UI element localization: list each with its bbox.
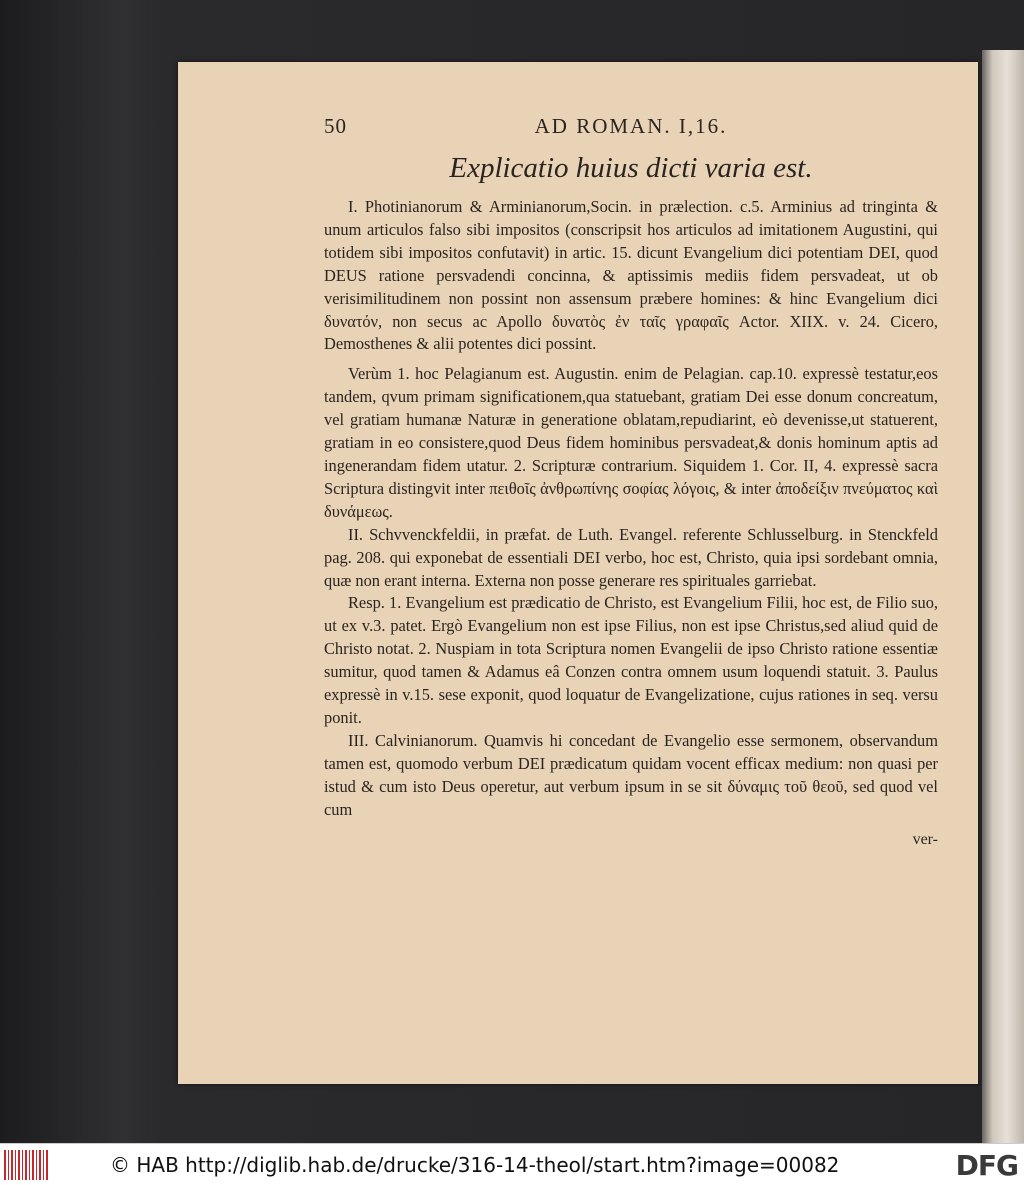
paragraph-1: I. Photinianorum & Arminianorum,Socin. in prælection. c.5. Arminius ad tringinta & unum articulos falso sibi impositos (conscripsit hos articulos ad imitationem Augustini, qui totidem sibi impositos confutavit) in artic. 15. dicunt Evangelium dici potentiam DEI, quod DEUS ratione persvadendi concinna, & aptissimis mediis fidem persvadeat, ut ob verisimilitudinem non possint non assensum præbere homines: & hinc Evangelium dici δυνατόν, non secus ac Apollo δυνατὸς ἐν ταῖς γραφαῖς Actor. XIIX. v. 24. Cicero, Demosthenes & alii potentes dici possint. — [324, 197, 938, 354]
paragraph-5: III. Calvinianorum. Quamvis hi concedant de Evangelio esse sermonem, observandum tamen est, quomodo verbum DEI prædicatum quidam vocent efficax medium: non quasi per istud & cum isto Deus operetur, aut verbum ipsum in se sit δύναμις τοῦ θεοῦ, sed quod vel cum — [324, 730, 938, 819]
page-content — [324, 114, 938, 849]
section-title: Explicatio huius dicti varia est. — [449, 152, 813, 184]
paragraph-2: Verùm 1. hoc Pelagianum est. Augustin. enim de Pelagian. cap.10. expressè testatur,eos tandem, qvum primam significationem,qua statuebant, gratiam Dei esse donum concreatum, vel gratiam humanæ Naturæ in generatione oblatam,repudiarint, eò devenisse,ut statuerent, gratiam in eo consistere,quod Deus fidem hominibus persvadeat,& donis hominum aptis ad ingenerandam fidem utatur. 2. Scripturæ contrarium. Siquidem 1. Cor. II, 4. expressè sacra Scriptura distingvit inter πειθοῖς ἀνθρωπίνης σοφίας λόγοις, & inter ἀποδείξιν πνεύματος καὶ δυνάμεως. — [324, 364, 938, 521]
book-page — [178, 62, 978, 1084]
paragraph-3: II. Schvvenckfeldii, in præfat. de Luth. Evangel. referente Schlusselburg. in Stenckfeld pag. 208. qui exponebat de essentiali DEI verbo, hoc est, Christo, quia ipsi sordebant omnia, quæ non erant interna. Externa non posse generare res spirituales garriebat. — [324, 524, 938, 590]
paragraph-4: Resp. 1. Evangelium est prædicatio de Christo, est Evangelium Filii, hoc est, de Filio suo, ut ex v.3. patet. Ergò Evangelium non est ipse Filius, non est ipse Christus,sed aliud quid de Christo notat. 2. Nuspiam in tota Scriptura nomen Evangelii de ipso Christo ratione essentiæ sumitur, quod tamen & Adamus eâ Conzen contra omnem usum loquendi statuit. 3. Paulus expressè in v.15. sese exponit, quod loquatur de Evangelizatione, cujus rationes in seq. versu ponit. — [324, 593, 938, 727]
catchword: ver- — [912, 831, 938, 849]
barcode-icon — [4, 1150, 50, 1180]
body-text — [324, 196, 938, 821]
page-number: 50 — [324, 114, 347, 138]
page-header — [324, 114, 938, 142]
dfg-logo: DFG — [955, 1149, 1018, 1182]
footer-bar — [0, 1143, 1024, 1185]
running-head: AD ROMAN. I,16. — [534, 114, 728, 138]
next-page-edge — [982, 50, 1024, 1143]
source-credit-link[interactable]: © HAB http://diglib.hab.de/drucke/316-14-theol/start.htm?image=00082 — [110, 1152, 840, 1177]
